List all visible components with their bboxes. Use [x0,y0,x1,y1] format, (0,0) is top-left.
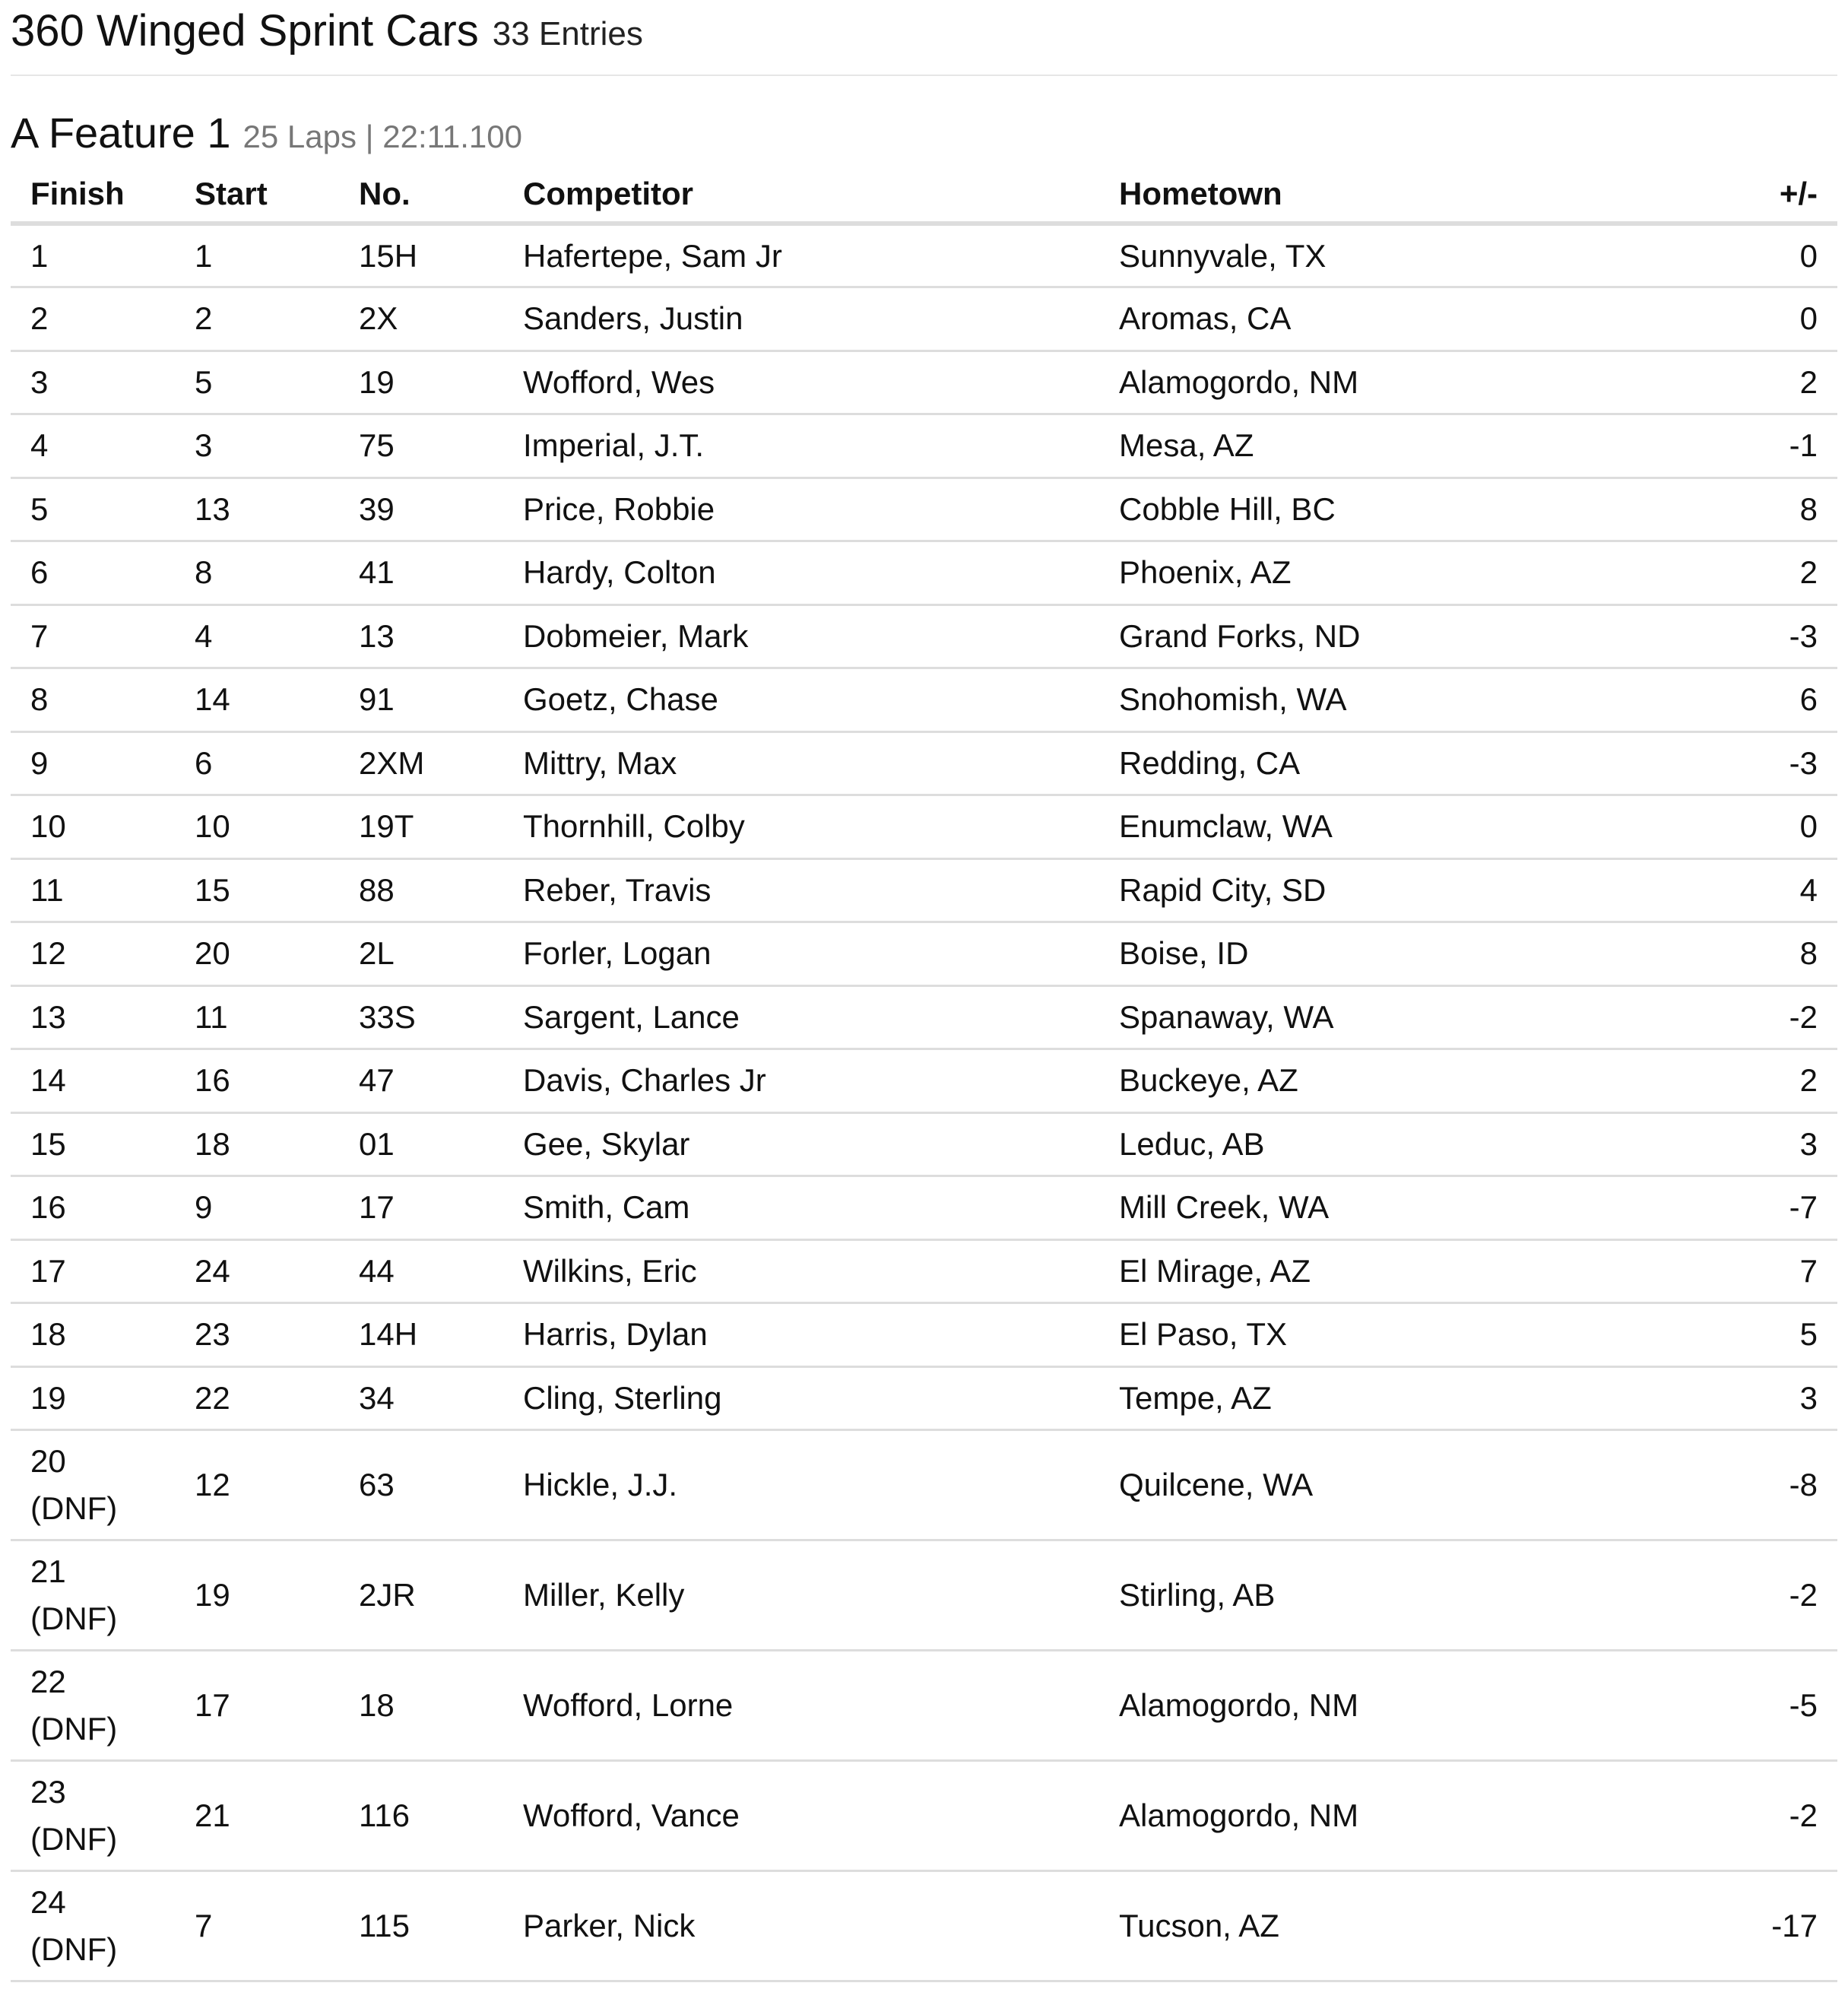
finish-position: 22 [30,1664,66,1699]
table-row [11,541,1837,605]
finish-position: 14 [30,1062,66,1099]
finish-cell [11,287,175,351]
table-row [11,1366,1837,1430]
finish-position: 8 [30,681,49,718]
competitor-cell: Hardy, Colton [503,541,1099,605]
competitor-cell: Hickle, J.J. [503,1430,1099,1540]
finish-position: 21 [30,1553,66,1589]
table-row [11,287,1837,351]
plus-minus-cell: -5 [1692,1651,1837,1761]
hometown-cell: Sunnyvale, TX [1099,224,1692,287]
finish-cell [11,731,175,795]
car-number-cell: 91 [339,668,503,732]
table-row [11,795,1837,859]
competitor-cell: Forler, Logan [503,922,1099,986]
competitor-cell: Mittry, Max [503,731,1099,795]
start-cell: 7 [175,1871,339,1981]
start-cell: 10 [175,795,339,859]
competitor-cell: Harris, Dylan [503,1303,1099,1367]
finish-cell [11,604,175,668]
hometown-cell: Phoenix, AZ [1099,541,1692,605]
column-header-finish[interactable]: Finish [11,166,175,224]
start-cell: 19 [175,1540,339,1651]
column-header-plus-minus[interactable]: +/- [1692,166,1837,224]
plus-minus-cell: 3 [1692,1366,1837,1430]
competitor-cell: Dobmeier, Mark [503,604,1099,668]
class-title: 360 Winged Sprint Cars [11,6,479,56]
car-number-cell: 115 [339,1871,503,1981]
hometown-cell: Alamogordo, NM [1099,1651,1692,1761]
table-row [11,1049,1837,1113]
finish-cell [11,1430,175,1540]
start-cell: 15 [175,858,339,922]
start-cell: 9 [175,1176,339,1240]
start-cell: 16 [175,1049,339,1113]
car-number-cell: 2JR [339,1540,503,1651]
car-number-cell: 2X [339,287,503,351]
table-row [11,1871,1837,1981]
plus-minus-cell: 8 [1692,477,1837,541]
results-page [11,0,1837,1982]
competitor-cell: Wilkins, Eric [503,1239,1099,1303]
finish-position: 3 [30,363,49,400]
header-row [11,166,1837,224]
column-header-start[interactable]: Start [175,166,339,224]
finish-cell [11,858,175,922]
finish-cell [11,351,175,414]
start-cell: 20 [175,922,339,986]
start-cell: 3 [175,414,339,478]
hometown-cell: El Mirage, AZ [1099,1239,1692,1303]
start-cell: 22 [175,1366,339,1430]
table-row [11,414,1837,478]
hometown-cell: Boise, ID [1099,922,1692,986]
hometown-cell: Alamogordo, NM [1099,1761,1692,1871]
table-row [11,668,1837,732]
car-number-cell: 15H [339,224,503,287]
competitor-cell: Gee, Skylar [503,1112,1099,1176]
feature-laps-time: 25 Laps | 22:11.100 [242,119,522,154]
competitor-cell: Smith, Cam [503,1176,1099,1240]
car-number-cell: 39 [339,477,503,541]
finish-position: 15 [30,1125,66,1162]
finish-position: 1 [30,237,49,274]
start-cell: 18 [175,1112,339,1176]
finish-position: 7 [30,617,49,654]
plus-minus-cell: -2 [1692,1540,1837,1651]
finish-position: 18 [30,1316,66,1353]
finish-cell [11,1651,175,1761]
competitor-cell: Cling, Sterling [503,1366,1099,1430]
finish-position: 24 [30,1884,66,1920]
feature-title: A Feature 1 [11,109,231,157]
finish-cell [11,1761,175,1871]
column-header-no[interactable]: No. [339,166,503,224]
car-number-cell: 18 [339,1651,503,1761]
hometown-cell: Redding, CA [1099,731,1692,795]
start-cell: 21 [175,1761,339,1871]
results-table [11,166,1837,1982]
table-row [11,1761,1837,1871]
car-number-cell: 47 [339,1049,503,1113]
competitor-cell: Goetz, Chase [503,668,1099,732]
car-number-cell: 13 [339,604,503,668]
hometown-cell: Mill Creek, WA [1099,1176,1692,1240]
start-cell: 8 [175,541,339,605]
start-cell: 4 [175,604,339,668]
hometown-cell: Buckeye, AZ [1099,1049,1692,1113]
finish-position: 9 [30,744,49,781]
start-cell: 14 [175,668,339,732]
plus-minus-cell: 2 [1692,541,1837,605]
start-cell: 2 [175,287,339,351]
hometown-cell: Aromas, CA [1099,287,1692,351]
hometown-cell: El Paso, TX [1099,1303,1692,1367]
dnf-status: (DNF) [30,1821,118,1857]
table-row [11,985,1837,1049]
car-number-cell: 33S [339,985,503,1049]
table-row [11,1651,1837,1761]
finish-cell [11,477,175,541]
competitor-cell: Hafertepe, Sam Jr [503,224,1099,287]
column-header-hometown[interactable]: Hometown [1099,166,1692,224]
plus-minus-cell: -3 [1692,604,1837,668]
car-number-cell: 44 [339,1239,503,1303]
plus-minus-cell: 7 [1692,1239,1837,1303]
competitor-cell: Wofford, Lorne [503,1651,1099,1761]
plus-minus-cell: 8 [1692,922,1837,986]
start-cell: 5 [175,351,339,414]
table-row [11,1540,1837,1651]
car-number-cell: 41 [339,541,503,605]
table-row [11,351,1837,414]
plus-minus-cell: 3 [1692,1112,1837,1176]
finish-position: 2 [30,300,49,337]
plus-minus-cell: 0 [1692,795,1837,859]
competitor-cell: Miller, Kelly [503,1540,1099,1651]
competitor-cell: Sanders, Justin [503,287,1099,351]
finish-position: 17 [30,1252,66,1289]
plus-minus-cell: 2 [1692,1049,1837,1113]
plus-minus-cell: -17 [1692,1871,1837,1981]
start-cell: 6 [175,731,339,795]
table-row [11,604,1837,668]
competitor-cell: Reber, Travis [503,858,1099,922]
table-row [11,477,1837,541]
finish-cell [11,1112,175,1176]
plus-minus-cell: -3 [1692,731,1837,795]
finish-cell [11,1540,175,1651]
class-header [11,0,1837,76]
finish-cell [11,541,175,605]
plus-minus-cell: 0 [1692,224,1837,287]
dnf-status: (DNF) [30,1931,118,1967]
table-row [11,731,1837,795]
hometown-cell: Stirling, AB [1099,1540,1692,1651]
table-row [11,1112,1837,1176]
dnf-status: (DNF) [30,1601,118,1636]
finish-cell [11,922,175,986]
plus-minus-cell: 2 [1692,351,1837,414]
table-row [11,1430,1837,1540]
hometown-cell: Spanaway, WA [1099,985,1692,1049]
competitor-cell: Parker, Nick [503,1871,1099,1981]
entries-count: 33 Entries [492,15,643,52]
finish-cell [11,1366,175,1430]
car-number-cell: 2L [339,922,503,986]
plus-minus-cell: -7 [1692,1176,1837,1240]
hometown-cell: Leduc, AB [1099,1112,1692,1176]
car-number-cell: 75 [339,414,503,478]
car-number-cell: 116 [339,1761,503,1871]
finish-cell [11,1239,175,1303]
competitor-cell: Imperial, J.T. [503,414,1099,478]
start-cell: 11 [175,985,339,1049]
plus-minus-cell: -2 [1692,1761,1837,1871]
table-row [11,922,1837,986]
car-number-cell: 88 [339,858,503,922]
start-cell: 13 [175,477,339,541]
hometown-cell: Snohomish, WA [1099,668,1692,732]
plus-minus-cell: 4 [1692,858,1837,922]
finish-cell [11,1303,175,1367]
dnf-status: (DNF) [30,1711,118,1747]
finish-cell [11,1176,175,1240]
finish-cell [11,224,175,287]
finish-cell [11,1049,175,1113]
competitor-cell: Wofford, Vance [503,1761,1099,1871]
start-cell: 17 [175,1651,339,1761]
hometown-cell: Cobble Hill, BC [1099,477,1692,541]
car-number-cell: 63 [339,1430,503,1540]
results-table-body [11,224,1837,1981]
hometown-cell: Rapid City, SD [1099,858,1692,922]
competitor-cell: Sargent, Lance [503,985,1099,1049]
start-cell: 1 [175,224,339,287]
start-cell: 24 [175,1239,339,1303]
dnf-status: (DNF) [30,1490,118,1526]
competitor-cell: Thornhill, Colby [503,795,1099,859]
car-number-cell: 2XM [339,731,503,795]
finish-position: 19 [30,1379,66,1416]
column-header-competitor[interactable]: Competitor [503,166,1099,224]
plus-minus-cell: -1 [1692,414,1837,478]
finish-position: 23 [30,1774,66,1810]
plus-minus-cell: 5 [1692,1303,1837,1367]
feature-header [11,108,1837,157]
finish-position: 12 [30,935,66,972]
competitor-cell: Wofford, Wes [503,351,1099,414]
table-row [11,1239,1837,1303]
table-row [11,1303,1837,1367]
car-number-cell: 14H [339,1303,503,1367]
competitor-cell: Price, Robbie [503,477,1099,541]
hometown-cell: Enumclaw, WA [1099,795,1692,859]
finish-position: 11 [30,871,64,908]
plus-minus-cell: 6 [1692,668,1837,732]
hometown-cell: Tempe, AZ [1099,1366,1692,1430]
hometown-cell: Alamogordo, NM [1099,351,1692,414]
car-number-cell: 19 [339,351,503,414]
table-row [11,1176,1837,1240]
finish-cell [11,795,175,859]
car-number-cell: 01 [339,1112,503,1176]
competitor-cell: Davis, Charles Jr [503,1049,1099,1113]
hometown-cell: Mesa, AZ [1099,414,1692,478]
finish-cell [11,1871,175,1981]
car-number-cell: 17 [339,1176,503,1240]
finish-position: 10 [30,808,66,845]
plus-minus-cell: -8 [1692,1430,1837,1540]
car-number-cell: 34 [339,1366,503,1430]
hometown-cell: Tucson, AZ [1099,1871,1692,1981]
start-cell: 23 [175,1303,339,1367]
finish-position: 16 [30,1189,66,1226]
start-cell: 12 [175,1430,339,1540]
results-table-header [11,166,1837,224]
table-row [11,858,1837,922]
table-row [11,224,1837,287]
car-number-cell: 19T [339,795,503,859]
finish-position: 13 [30,998,66,1035]
finish-position: 20 [30,1443,66,1479]
finish-position: 4 [30,427,49,464]
finish-cell [11,414,175,478]
finish-cell [11,668,175,732]
finish-position: 6 [30,554,49,591]
hometown-cell: Quilcene, WA [1099,1430,1692,1540]
finish-position: 5 [30,490,49,527]
finish-cell [11,985,175,1049]
hometown-cell: Grand Forks, ND [1099,604,1692,668]
plus-minus-cell: 0 [1692,287,1837,351]
plus-minus-cell: -2 [1692,985,1837,1049]
